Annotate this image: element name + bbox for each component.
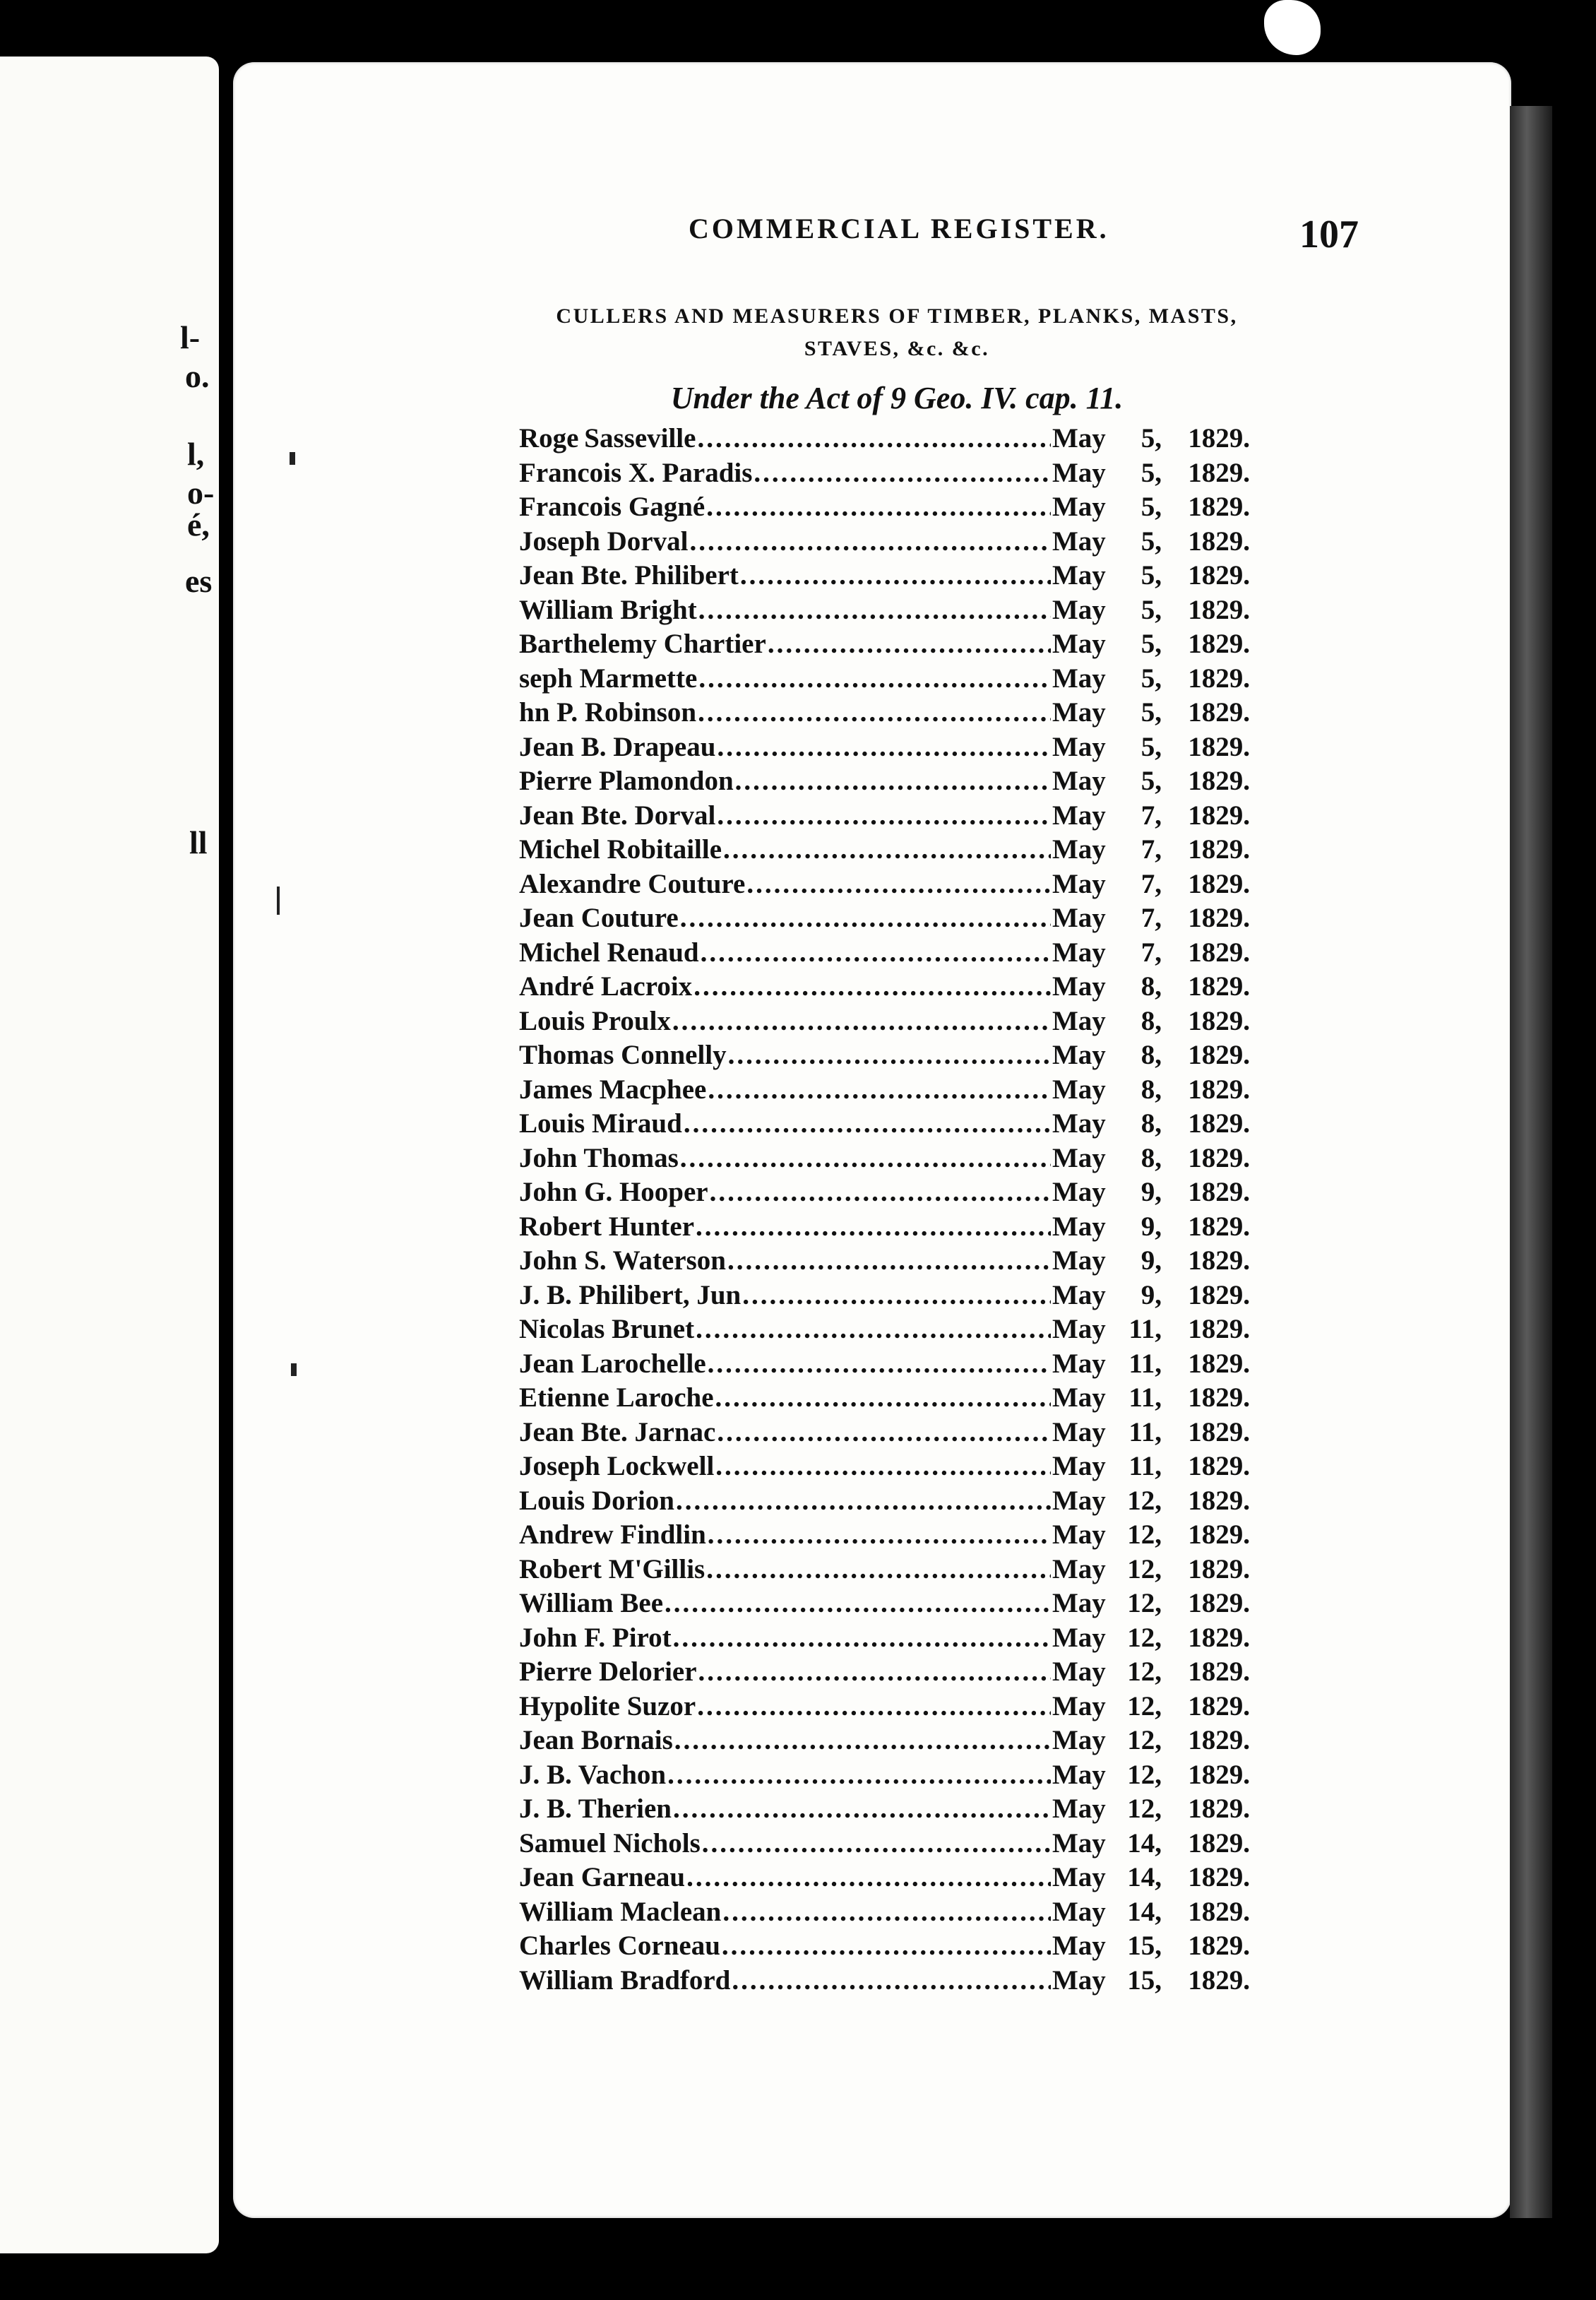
list-item [519, 1793, 1250, 1827]
entry-name: Etienne Laroche [519, 1382, 714, 1413]
entry-day: 11, [1128, 1451, 1162, 1481]
list-item [519, 868, 1250, 903]
leader-dots [723, 834, 1051, 865]
section-title-line: CULLERS AND MEASURERS OF TIMBER, PLANKS, MASTS, [556, 304, 1238, 328]
section-title-line: STAVES, &c. &c. [804, 337, 990, 360]
list-item [519, 1348, 1250, 1382]
leader-dots [706, 1553, 1051, 1585]
entry-year: 1829. [1188, 731, 1250, 762]
page-number: 107 [1299, 213, 1359, 256]
facing-page-fragment: o. [185, 358, 210, 394]
entry-year: 1829. [1188, 457, 1250, 488]
entry-day: 11, [1128, 1382, 1162, 1413]
leader-dots [696, 1313, 1051, 1345]
entry-year: 1829. [1188, 1862, 1250, 1892]
entry-day: 8, [1141, 971, 1162, 1002]
entry-name: William Bright [519, 594, 697, 625]
entry-name: James Macphee [519, 1074, 707, 1105]
entry-month: May [1052, 1690, 1106, 1721]
entry-month: May [1052, 1622, 1106, 1653]
entry-day: 11, [1128, 1314, 1162, 1344]
leader-dots [742, 1279, 1051, 1311]
entry-year: 1829. [1188, 1519, 1250, 1550]
entry-year: 1829. [1188, 1211, 1250, 1242]
entry-name: Jean Larochelle [519, 1348, 706, 1379]
entry-day: 12, [1127, 1794, 1162, 1824]
entry-year: 1829. [1188, 971, 1250, 1002]
list-item [519, 1930, 1250, 1964]
entry-day: 8, [1141, 1108, 1162, 1139]
list-item [519, 937, 1250, 971]
entry-month: May [1052, 1177, 1106, 1207]
leader-dots [693, 971, 1051, 1002]
entry-day: 11, [1128, 1348, 1162, 1379]
leader-dots [708, 1348, 1051, 1380]
list-item [519, 1279, 1250, 1314]
entry-year: 1829. [1188, 903, 1250, 933]
leader-dots [706, 491, 1051, 523]
entry-day: 5, [1141, 594, 1162, 625]
list-item [519, 628, 1250, 663]
entry-day: 7, [1141, 903, 1162, 933]
entry-name: Thomas Connelly [519, 1040, 727, 1070]
entry-month: May [1052, 1451, 1106, 1481]
list-item [519, 731, 1250, 766]
entry-year: 1829. [1188, 697, 1250, 728]
entry-name: Pierre Delorier [519, 1656, 697, 1687]
list-item [519, 1039, 1250, 1074]
entry-month: May [1052, 1553, 1106, 1584]
entry-day: 15, [1127, 1931, 1162, 1961]
entry-day: 8, [1141, 1142, 1162, 1173]
leader-dots [735, 765, 1051, 797]
entry-day: 9, [1141, 1245, 1162, 1276]
facing-page-fragment: es [185, 563, 213, 599]
leader-dots [672, 1005, 1051, 1037]
entry-year: 1829. [1188, 1245, 1250, 1276]
entry-month: May [1052, 1656, 1106, 1687]
entry-day: 7, [1141, 868, 1162, 899]
list-item [519, 422, 1250, 457]
entry-name: Jean Bornais [519, 1725, 673, 1755]
entry-year: 1829. [1188, 526, 1250, 557]
entry-day: 12, [1127, 1588, 1162, 1618]
entry-year: 1829. [1188, 868, 1250, 899]
entry-month: May [1052, 1245, 1106, 1276]
entry-name: hn P. Robinson [519, 697, 697, 728]
entry-month: May [1052, 1759, 1106, 1790]
entry-year: 1829. [1188, 1931, 1250, 1961]
entry-year: 1829. [1188, 1177, 1250, 1207]
entry-name: Joseph Dorval [519, 526, 689, 557]
entry-day: 5, [1141, 492, 1162, 522]
entry-month: May [1052, 1896, 1106, 1927]
leader-dots [686, 1861, 1051, 1893]
entry-month: May [1052, 1964, 1106, 1996]
running-head: COMMERCIAL REGISTER. [689, 213, 1109, 244]
entry-name: William Maclean [519, 1896, 722, 1927]
leader-dots [717, 731, 1051, 763]
leader-dots [708, 1074, 1051, 1105]
leader-dots [701, 937, 1051, 968]
entry-name: Louis Proulx [519, 1005, 671, 1036]
entry-name: Michel Robitaille [519, 834, 722, 865]
leader-dots [728, 1039, 1051, 1071]
entry-month: May [1052, 1279, 1106, 1310]
list-item [519, 834, 1250, 868]
list-item [519, 1690, 1250, 1725]
entry-month: May [1052, 1827, 1106, 1859]
entry-day: 8, [1141, 1005, 1162, 1036]
leader-dots [673, 1793, 1051, 1825]
list-item [519, 663, 1250, 697]
entry-name: Louis Dorion [519, 1485, 674, 1516]
list-item [519, 1176, 1250, 1211]
list-item [519, 765, 1250, 800]
entry-name: Samuel Nichols [519, 1827, 701, 1859]
leader-dots [768, 628, 1051, 660]
entry-name: Francois X. Paradis [519, 457, 753, 488]
entry-name: Joseph Lockwell [519, 1451, 715, 1481]
entry-name: John G. Hooper [519, 1177, 708, 1207]
entry-month: May [1052, 1485, 1106, 1516]
entry-month: May [1052, 1519, 1106, 1550]
entry-year: 1829. [1188, 594, 1250, 625]
list-item [519, 457, 1250, 492]
entry-month: May [1052, 1074, 1106, 1105]
facing-page [0, 57, 219, 2253]
list-item [519, 1142, 1250, 1177]
entry-day: 8, [1141, 1040, 1162, 1070]
entry-year: 1829. [1188, 560, 1250, 591]
entry-year: 1829. [1188, 1827, 1250, 1859]
leader-dots [698, 1656, 1051, 1688]
entry-day: 5, [1141, 526, 1162, 557]
entry-month: May [1052, 1005, 1106, 1036]
entry-day: 5, [1141, 629, 1162, 659]
appointment-list [519, 422, 1250, 1998]
list-item [519, 491, 1250, 526]
entry-month: May [1052, 1108, 1106, 1139]
entry-day: 9, [1141, 1279, 1162, 1310]
leader-dots [702, 1827, 1051, 1859]
facing-page-fragment: o- [187, 475, 215, 511]
list-item [519, 1964, 1250, 1999]
list-item [519, 1005, 1250, 1040]
leader-dots [717, 1416, 1051, 1448]
leader-dots [698, 663, 1051, 694]
entry-day: 14, [1127, 1862, 1162, 1892]
entry-month: May [1052, 1314, 1106, 1344]
entry-name: Charles Corneau [519, 1931, 720, 1961]
entry-year: 1829. [1188, 423, 1250, 454]
entry-day: 12, [1127, 1622, 1162, 1653]
list-item [519, 1759, 1250, 1794]
entry-month: May [1052, 731, 1106, 762]
entry-month: May [1052, 1382, 1106, 1413]
entry-name: J. B. Vachon [519, 1759, 667, 1790]
entry-day: 5, [1141, 766, 1162, 796]
entry-day: 5, [1141, 560, 1162, 591]
entry-name: Jean Bte. Philibert [519, 560, 739, 591]
leader-dots [665, 1587, 1051, 1619]
leader-dots [667, 1759, 1051, 1791]
entry-name: J. B. Therien [519, 1794, 672, 1824]
margin-mark [277, 887, 280, 915]
entry-year: 1829. [1188, 492, 1250, 522]
entry-month: May [1052, 492, 1106, 522]
entry-day: 9, [1141, 1211, 1162, 1242]
entry-year: 1829. [1188, 800, 1250, 831]
entry-year: 1829. [1188, 1656, 1250, 1687]
entry-day: 5, [1141, 697, 1162, 728]
entry-name: Robert M'Gillis [519, 1553, 705, 1584]
entry-year: 1829. [1188, 834, 1250, 865]
entry-year: 1829. [1188, 1622, 1250, 1653]
list-item [519, 526, 1250, 560]
leader-dots [740, 559, 1051, 591]
entry-name: William Bradford [519, 1964, 731, 1996]
entry-day: 8, [1141, 1074, 1162, 1105]
leader-dots [715, 1450, 1051, 1482]
entry-year: 1829. [1188, 1896, 1250, 1927]
entry-month: May [1052, 594, 1106, 625]
entry-day: 12, [1127, 1759, 1162, 1790]
entry-name: Roge Sasseville [519, 423, 696, 454]
entry-day: 12, [1127, 1690, 1162, 1721]
list-item [519, 1108, 1250, 1142]
leader-dots [708, 1519, 1051, 1551]
entry-day: 14, [1127, 1896, 1162, 1927]
entry-day: 12, [1127, 1725, 1162, 1755]
list-item [519, 696, 1250, 731]
entry-month: May [1052, 457, 1106, 488]
entry-name: Francois Gagné [519, 492, 705, 522]
entry-day: 5, [1141, 731, 1162, 762]
entry-year: 1829. [1188, 663, 1250, 694]
entry-day: 5, [1141, 663, 1162, 694]
facing-page-fragment: l, [187, 436, 205, 472]
list-item [519, 800, 1250, 834]
list-item [519, 1656, 1250, 1690]
entry-name: John S. Waterson [519, 1245, 726, 1276]
entry-name: Nicolas Brunet [519, 1314, 695, 1344]
entry-day: 7, [1141, 834, 1162, 865]
entry-year: 1829. [1188, 1794, 1250, 1824]
entry-month: May [1052, 1040, 1106, 1070]
entry-day: 9, [1141, 1177, 1162, 1207]
entry-year: 1829. [1188, 1964, 1250, 1996]
leader-dots [698, 696, 1051, 728]
list-item [519, 1724, 1250, 1759]
act-subtitle: Under the Act of 9 Geo. IV. cap. 11. [670, 381, 1124, 415]
entry-month: May [1052, 1142, 1106, 1173]
list-item [519, 1587, 1250, 1622]
entry-year: 1829. [1188, 1348, 1250, 1379]
entry-year: 1829. [1188, 1759, 1250, 1790]
entry-day: 5, [1141, 457, 1162, 488]
entry-month: May [1052, 1348, 1106, 1379]
leader-dots [697, 422, 1051, 454]
list-item [519, 1416, 1250, 1451]
entry-year: 1829. [1188, 1416, 1250, 1447]
entry-name: Jean Bte. Dorval [519, 800, 716, 831]
entry-month: May [1052, 1931, 1106, 1961]
entry-month: May [1052, 663, 1106, 694]
entry-name: Hypolite Suzor [519, 1690, 696, 1721]
entry-month: May [1052, 1588, 1106, 1618]
entry-day: 7, [1141, 800, 1162, 831]
entry-name: Michel Renaud [519, 937, 699, 968]
entry-name: Andrew Findlin [519, 1519, 706, 1550]
entry-name: Jean Bte. Jarnac [519, 1416, 716, 1447]
entry-name: J. B. Philibert, Jun [519, 1279, 742, 1310]
list-item [519, 1211, 1250, 1245]
entry-month: May [1052, 1416, 1106, 1447]
leader-dots [722, 1896, 1051, 1928]
entry-month: May [1052, 526, 1106, 557]
entry-month: May [1052, 903, 1106, 933]
list-item [519, 594, 1250, 629]
entry-year: 1829. [1188, 1108, 1250, 1139]
list-item [519, 1313, 1250, 1348]
entry-name: Robert Hunter [519, 1211, 695, 1242]
list-item [519, 1382, 1250, 1416]
entry-year: 1829. [1188, 629, 1250, 659]
entry-month: May [1052, 1211, 1106, 1242]
leader-dots [717, 800, 1051, 831]
entry-day: 12, [1127, 1656, 1162, 1687]
entry-month: May [1052, 697, 1106, 728]
entry-name: Jean Garneau [519, 1862, 686, 1892]
page-edge-shadow [1510, 106, 1552, 2218]
leader-dots [722, 1930, 1051, 1962]
list-item [519, 1519, 1250, 1553]
entry-month: May [1052, 1725, 1106, 1755]
list-item [519, 1827, 1250, 1862]
entry-month: May [1052, 560, 1106, 591]
entry-month: May [1052, 868, 1106, 899]
leader-dots [715, 1382, 1051, 1413]
margin-mark [290, 452, 295, 465]
section-title [487, 300, 1306, 365]
entry-name: Pierre Plamondon [519, 766, 734, 796]
entry-day: 12, [1127, 1519, 1162, 1550]
entry-name: Alexandre Couture [519, 868, 746, 899]
leader-dots [698, 594, 1051, 626]
leader-dots [746, 868, 1051, 900]
entry-month: May [1052, 971, 1106, 1002]
entry-year: 1829. [1188, 1142, 1250, 1173]
entry-year: 1829. [1188, 1451, 1250, 1481]
entry-year: 1829. [1188, 1314, 1250, 1344]
entry-month: May [1052, 834, 1106, 865]
entry-year: 1829. [1188, 1485, 1250, 1516]
leader-dots [727, 1245, 1051, 1276]
leader-dots [676, 1485, 1051, 1517]
entry-name: Jean B. Drapeau [519, 731, 716, 762]
list-item [519, 1896, 1250, 1931]
entry-year: 1829. [1188, 1040, 1250, 1070]
entry-month: May [1052, 423, 1106, 454]
entry-month: May [1052, 766, 1106, 796]
entry-year: 1829. [1188, 1005, 1250, 1036]
entry-year: 1829. [1188, 766, 1250, 796]
leader-dots [732, 1964, 1051, 1996]
list-item [519, 1450, 1250, 1485]
entry-name: Louis Miraud [519, 1108, 682, 1139]
leader-dots [754, 457, 1051, 489]
leader-dots [673, 1622, 1051, 1654]
leader-dots [684, 1108, 1051, 1139]
list-item [519, 971, 1250, 1005]
entry-day: 15, [1127, 1964, 1162, 1996]
facing-page-fragment: ll [189, 824, 208, 860]
list-item [519, 559, 1250, 594]
leader-dots [689, 526, 1051, 557]
list-item [519, 1622, 1250, 1656]
leader-dots [680, 902, 1051, 934]
entry-name: Jean Couture [519, 903, 679, 933]
leader-dots [710, 1176, 1051, 1208]
facing-page-fragment: é, [187, 506, 210, 543]
entry-year: 1829. [1188, 1074, 1250, 1105]
entry-month: May [1052, 800, 1106, 831]
entry-name: John Thomas [519, 1142, 679, 1173]
entry-year: 1829. [1188, 937, 1250, 968]
entry-month: May [1052, 629, 1106, 659]
entry-day: 14, [1127, 1827, 1162, 1859]
entry-name: André Lacroix [519, 971, 693, 1002]
entry-month: May [1052, 1794, 1106, 1824]
entry-name: Barthelemy Chartier [519, 629, 766, 659]
entry-day: 12, [1127, 1553, 1162, 1584]
entry-name: seph Marmette [519, 663, 698, 694]
list-item [519, 1485, 1250, 1519]
entry-year: 1829. [1188, 1588, 1250, 1618]
list-item [519, 902, 1250, 937]
entry-name: John F. Pirot [519, 1622, 672, 1653]
leader-dots [674, 1724, 1051, 1756]
entry-day: 11, [1128, 1416, 1162, 1447]
entry-day: 5, [1141, 423, 1162, 454]
entry-year: 1829. [1188, 1279, 1250, 1310]
list-item [519, 1553, 1250, 1588]
entry-month: May [1052, 937, 1106, 968]
margin-mark [291, 1363, 297, 1376]
leader-dots [696, 1211, 1051, 1243]
entry-month: May [1052, 1862, 1106, 1892]
entry-year: 1829. [1188, 1553, 1250, 1584]
scan-blemish [1264, 0, 1321, 55]
list-item [519, 1245, 1250, 1279]
list-item [519, 1074, 1250, 1108]
entry-name: William Bee [519, 1588, 664, 1618]
entry-year: 1829. [1188, 1382, 1250, 1413]
list-item [519, 1861, 1250, 1896]
leader-dots [697, 1690, 1051, 1722]
entry-day: 12, [1127, 1485, 1162, 1516]
entry-year: 1829. [1188, 1725, 1250, 1755]
entry-day: 7, [1141, 937, 1162, 968]
leader-dots [680, 1142, 1051, 1174]
entry-year: 1829. [1188, 1690, 1250, 1721]
facing-page-fragment: l- [180, 319, 201, 355]
